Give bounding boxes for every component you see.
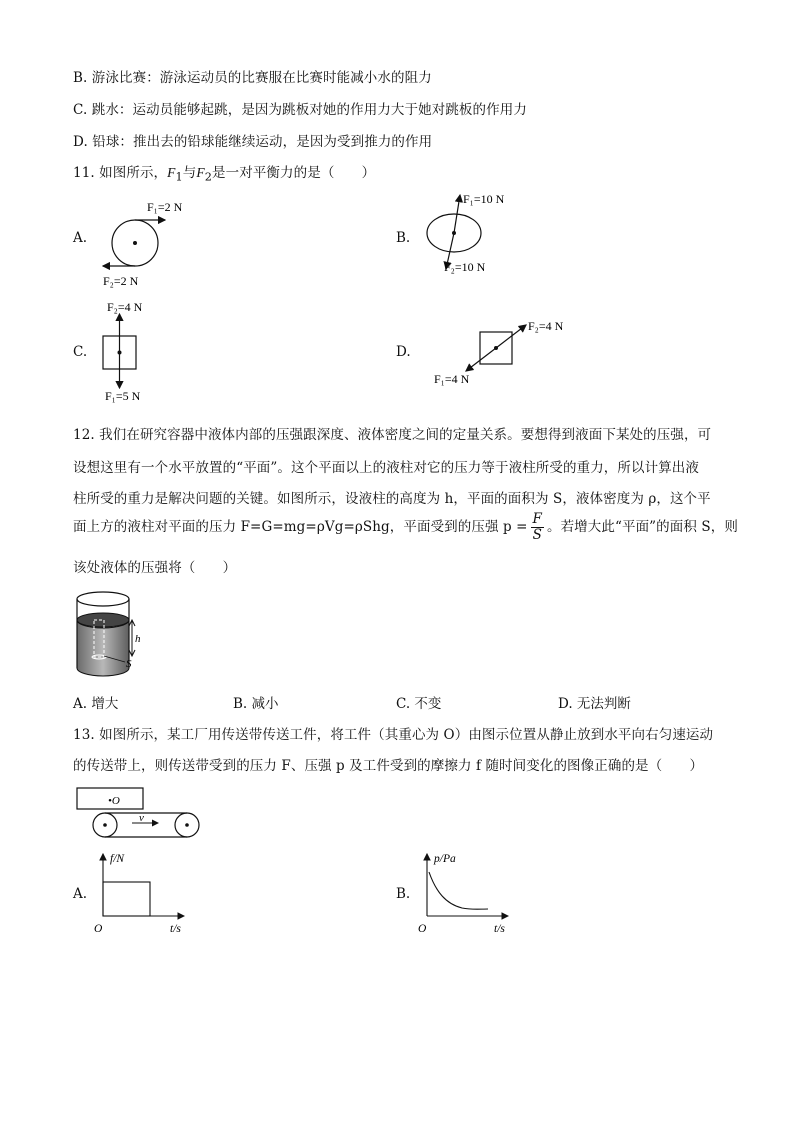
q13-b-ylabel: p/Pa <box>434 853 456 865</box>
q13-fig-v: v <box>139 812 144 824</box>
q11-a-top-label: F₁=2 N <box>147 200 183 214</box>
q13-a-origin: O <box>94 923 103 935</box>
q11-b-figure <box>420 187 530 282</box>
q13-b-graph <box>414 848 524 938</box>
option-c-prev: C. 跳水：运动员能够起跳，是因为跳板对她的作用力大于她对跳板的作用力 <box>73 102 527 118</box>
q11-b-top-label: F₁=10 N <box>463 192 505 206</box>
q11-option-d-letter: D. <box>396 344 411 360</box>
q13-option-b-letter: B. <box>396 886 411 902</box>
q13-line-2: 的传送带上，则传送带受到的压力 F、压强 p 及工件受到的摩擦力 f 随时间变化的图像正确的是（ ） <box>73 758 704 774</box>
q11-stem: 11. 如图所示，$F_1$与$F_2$是一对平衡力的是（ ） <box>73 165 376 184</box>
q12-line-2: 设想这里有一个水平放置的“平面”。这个平面以上的液柱对它的压力等于液柱所受的重力，所以计算出液 <box>73 460 700 476</box>
q12-option-c: C. 不变 <box>396 696 442 712</box>
q11-option-c-letter: C. <box>73 344 88 360</box>
q11-d-top-label: F₂=4 N <box>528 319 564 333</box>
q11-d-figure <box>430 312 580 392</box>
pressure-fraction: $\frac{F}{S}$ <box>532 511 542 543</box>
q11-a-bottom-label: F₂=2 N <box>103 274 139 288</box>
q12-line-3: 柱所受的重力是解决问题的关键。如图所示，设液柱的高度为 h，平面的面积为 S，液体密度为 ρ，这个平 <box>73 491 711 507</box>
q11-option-a-letter: A. <box>73 230 88 246</box>
q11-c-bottom-label: F₁=5 N <box>105 389 141 403</box>
option-b-prev: B. 游泳比赛：游泳运动员的比赛服在比赛时能减小水的阻力 <box>73 70 432 86</box>
q11-c-figure <box>95 296 195 406</box>
q13-fig-o: •O <box>108 795 120 807</box>
q12-fig-s: S <box>126 658 132 670</box>
q12-option-a: A. 增大 <box>73 696 119 712</box>
q13-a-graph <box>90 848 200 938</box>
q11-c-top-label: F₂=4 N <box>107 300 143 314</box>
q12-line-5: 该处液体的压强将（ ） <box>73 560 237 576</box>
q12-fig-h: h <box>135 633 141 645</box>
q13-b-xlabel: t/s <box>494 923 505 935</box>
q12-option-b: B. 减小 <box>233 696 279 712</box>
q12-line-1: 12. 我们在研究容器中液体内部的压强跟深度、液体密度之间的定量关系。要想得到液面下某处的压强，可 <box>73 427 712 443</box>
q12-option-d: D. 无法判断 <box>558 696 631 712</box>
q12-cylinder-figure <box>70 590 170 690</box>
q11-option-b-letter: B. <box>396 230 411 246</box>
q13-a-ylabel: f/N <box>110 853 125 865</box>
option-d-prev: D. 铅球：推出去的铅球能继续运动，是因为受到推力的作用 <box>73 134 433 150</box>
q11-b-bottom-label: F₂=10 N <box>444 260 486 274</box>
q13-line-1: 13. 如图所示，某工厂用传送带传送工件，将工件（其重心为 O）由图示位置从静止放到水平向右匀速运动 <box>73 727 714 743</box>
q13-conveyor-figure <box>72 785 212 845</box>
q13-b-origin: O <box>418 923 427 935</box>
q11-d-bottom-label: F₁=4 N <box>434 372 470 386</box>
q12-line-4: 面上方的液柱对平面的压力 F=G=mg=ρVg=ρShg，平面受到的压强 p = $\frac{F}{S}$ 。若增大此“平面”的面积 S，则 <box>73 511 738 543</box>
q13-a-xlabel: t/s <box>170 923 181 935</box>
q13-option-a-letter: A. <box>73 886 88 902</box>
q11-a-figure <box>95 195 205 290</box>
